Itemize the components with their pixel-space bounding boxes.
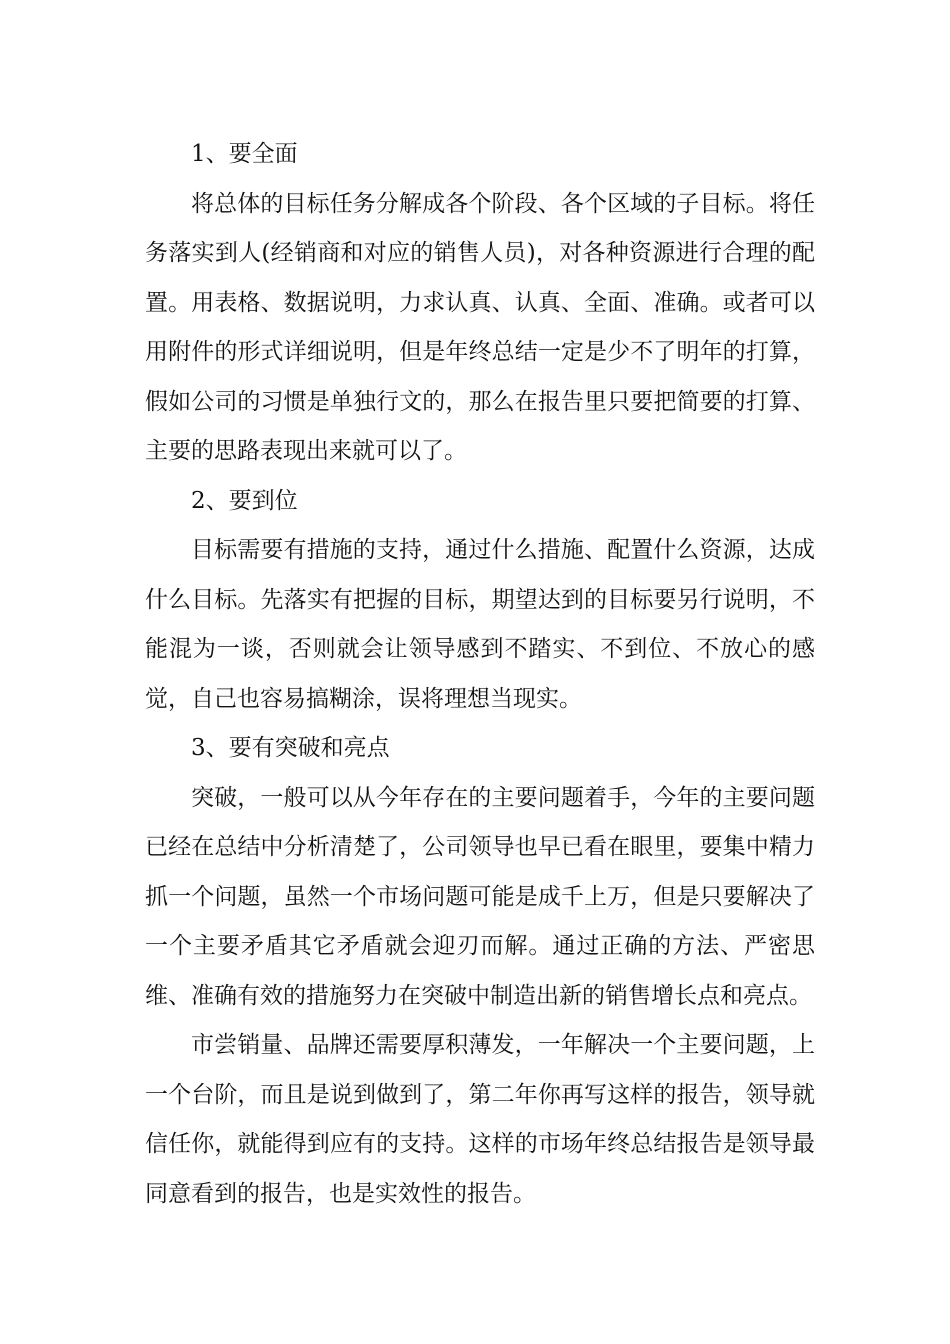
paragraph-4: 市尝销量、品牌还需要厚积薄发，一年解决一个主要问题，上一个台阶，而且是说到做到了，第二年你再写这样的报告，领导就信任你，就能得到应有的支持。这样的市场年终总结报告是领导最同意看到的报告，也是实效性的报告。 — [145, 1032, 815, 1207]
heading-2-in-place: 2、要到位 — [191, 487, 298, 514]
paragraph-1: 将总体的目标任务分解成各个阶段、各个区域的子目标。将任务落实到人(经销商和对应的销售人员)，对各种资源进行合理的配置。用表格、数据说明，力求认真、认真、全面、准确。或者可以用附件的形式详细说明，但是年终总结一定是少不了明年的打算，假如公司的习惯是单独行文的，那么在报告里只要把简要的打算、主要的思路表现出来就可以了。 — [145, 190, 815, 464]
heading-1-comprehensive: 1、要全面 — [191, 141, 298, 167]
heading-3-breakthrough: 3、要有突破和亮点 — [191, 735, 390, 761]
paragraph-3: 突破，一般可以从今年存在的主要问题着手，今年的主要问题已经在总结中分析清楚了，公司领导也早已看在眼里，要集中精力抓一个问题，虽然一个市场问题可能是成千上万，但是只要解决了一个主要矛盾其它矛盾就会迎刃而解。通过正确的方法、严密思维、准确有效的措施努力在突破中制造出新的销售增长点和亮点。 — [145, 784, 815, 1009]
document-body — [145, 130, 815, 1219]
paragraph-2: 目标需要有措施的支持，通过什么措施、配置什么资源，达成什么目标。先落实有把握的目标，期望达到的目标要另行说明，不能混为一谈，否则就会让领导感到不踏实、不到位、不放心的感觉，自己也容易搞糊涂，误将理想当现实。 — [145, 537, 815, 712]
